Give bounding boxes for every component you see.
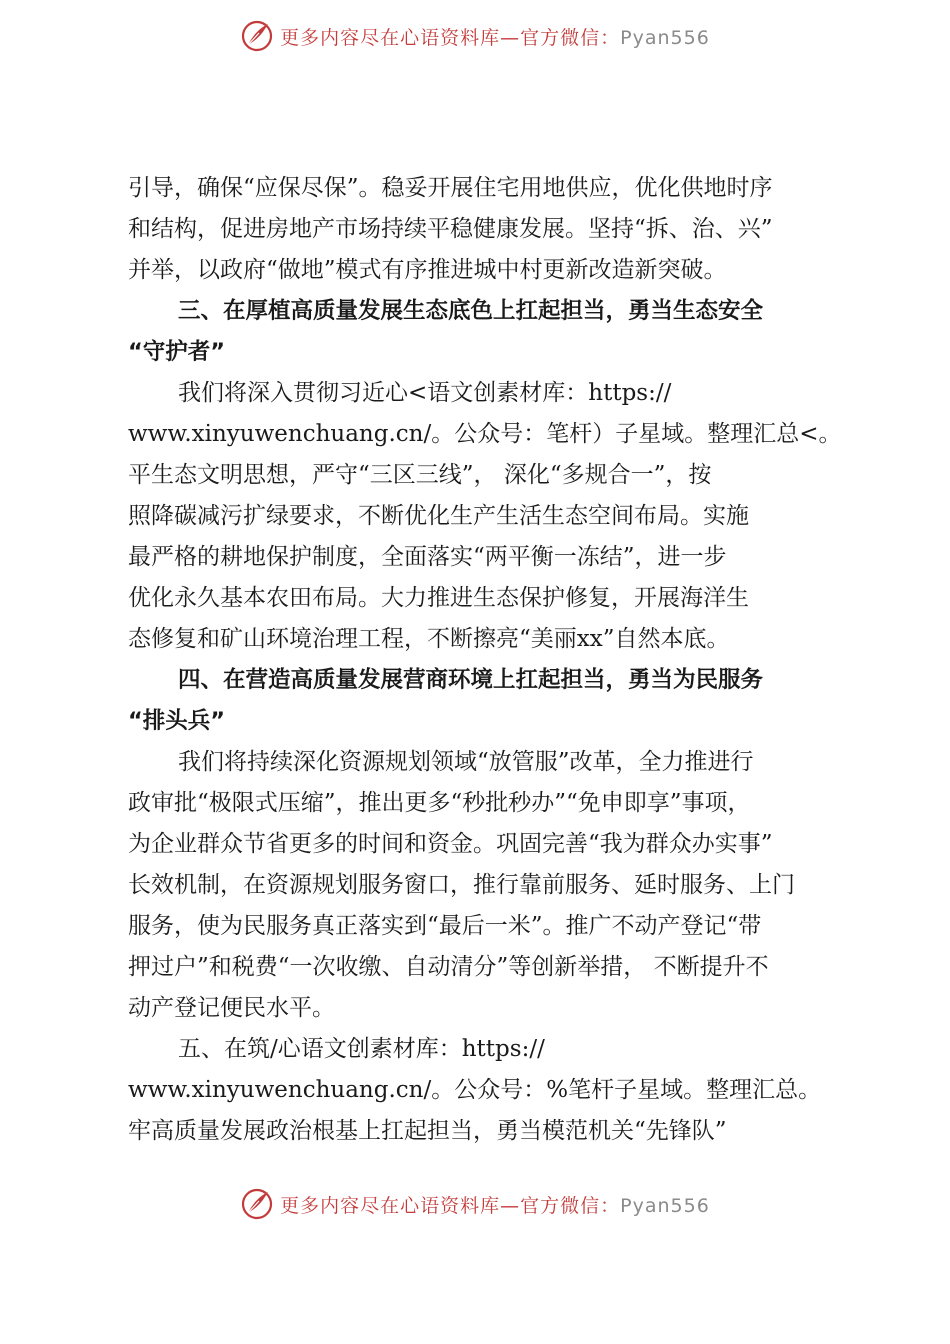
body-line: 我们将深入贯彻习近心<语文创素材库：https:// [178,380,672,406]
footer-banner [0,1180,950,1228]
body-line: 引导，确保“应保尽保”。稳妥开展住宅用地供应，优化供地时序 [128,175,773,201]
body-line: 和结构，促进房地产市场持续平稳健康发展。坚持“拆、治、兴” [128,216,773,242]
body-line: www.xinyuwenchuang.cn/。公众号：笔杆）子星域。整理汇总<。 [128,421,842,447]
document-body [128,168,848,1152]
footer-slogan: 更多内容尽在心语资料库—官方微信： [280,1194,621,1217]
section-heading: 三、在厚植高质量发展生态底色上扛起担当，勇当生态安全 [178,298,764,324]
body-line: 牢高质量发展政治根基上扛起担当，勇当模范机关“先锋队” [128,1118,727,1144]
body-line: 照降碳减污扩绿要求，不断优化生产生活生态空间布局。实施 [128,503,749,529]
body-line: www.xinyuwenchuang.cn/。公众号：%笔杆子星域。整理汇总。 [128,1077,822,1103]
footer-banner-text [280,1191,710,1218]
section-heading-cont: “守护者” [128,339,226,365]
header-wechat-id: Pyan556 [620,26,710,49]
body-line: 并举，以政府“做地”模式有序推进城中村更新改造新突破。 [128,257,727,283]
header-slogan: 更多内容尽在心语资料库—官方微信： [280,26,621,49]
body-line: 服务，使为民服务真正落实到“最后一米”。推广不动产登记“带 [128,913,762,939]
body-line: 动产登记便民水平。 [128,995,335,1021]
header-banner-text [280,23,710,50]
feather-logo-icon [240,1187,274,1221]
feather-logo-icon [240,19,274,53]
section-heading-cont: “排头兵” [128,708,226,734]
section-heading: 四、在营造高质量发展营商环境上扛起担当，勇当为民服务 [178,667,764,693]
header-banner [0,12,950,60]
body-line: 为企业群众节省更多的时间和资金。巩固完善“我为群众办实事” [128,831,773,857]
body-line: 最严格的耕地保护制度，全面落实“两平衡一冻结”，进一步 [128,544,727,570]
body-line: 长效机制，在资源规划服务窗口，推行靠前服务、延时服务、上门 [128,872,795,898]
body-line: 优化永久基本农田布局。大力推进生态保护修复，开展海洋生 [128,585,749,611]
body-line: 态修复和矿山环境治理工程，不断擦亮“美丽xx”自然本底。 [128,626,730,652]
body-line: 押过户”和税费“一次收缴、自动清分”等创新举措， 不断提升不 [128,954,769,980]
body-line: 我们将持续深化资源规划领域“放管服”改革，全力推进行 [178,749,754,775]
body-line: 政审批“极限式压缩”，推出更多“秒批秒办”“免申即享”事项， [128,790,751,816]
footer-wechat-id: Pyan556 [620,1194,710,1217]
body-line: 平生态文明思想，严守“三区三线”， 深化“多规合一”，按 [128,462,712,488]
section-heading-plain: 五、在筑/心语文创素材库：https:// [178,1036,545,1062]
